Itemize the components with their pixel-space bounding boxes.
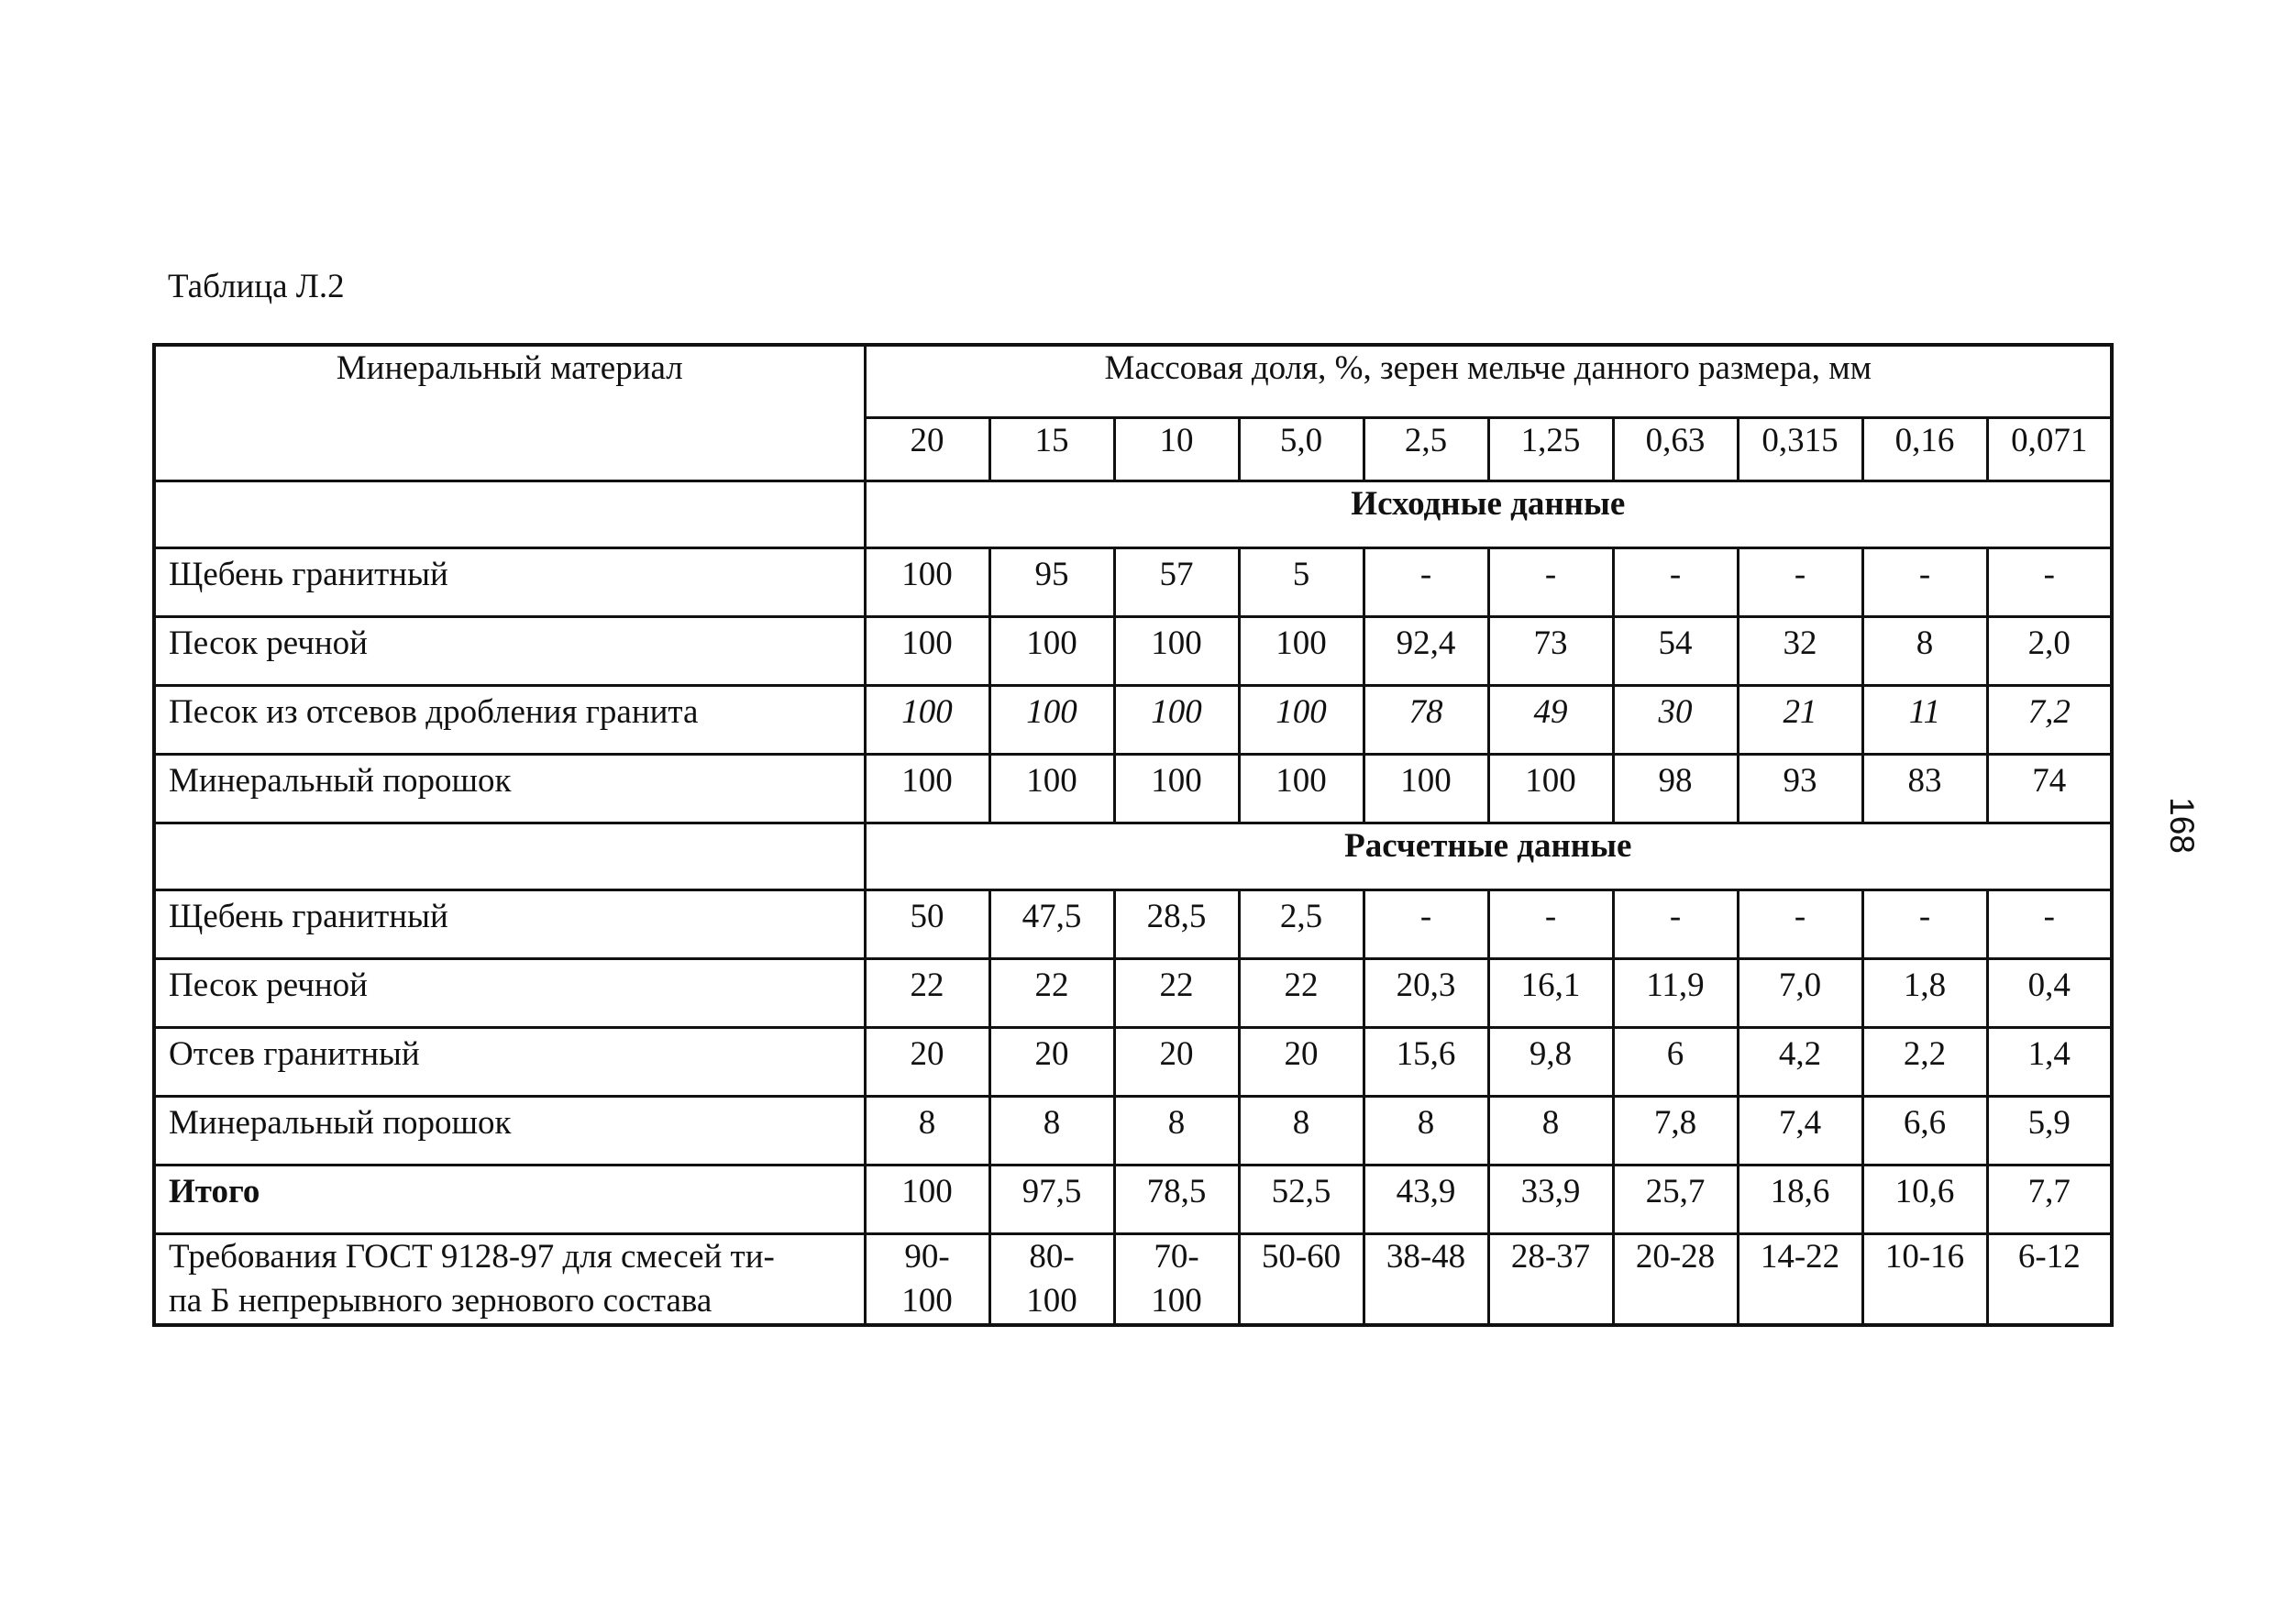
requirement-value-line: 14-22 <box>1760 1238 1840 1276</box>
requirement-cell <box>1987 1234 2112 1326</box>
table-row <box>154 1097 2112 1166</box>
section-title: Расчетные данные <box>865 823 2112 890</box>
table-cell: - <box>1488 890 1613 959</box>
table-cell: 97,5 <box>989 1166 1114 1234</box>
table-cell: - <box>1862 548 1987 617</box>
table-cell: - <box>1862 890 1987 959</box>
table-cell: 25,7 <box>1613 1166 1738 1234</box>
table-cell: 73 <box>1488 617 1613 686</box>
table-cell: 54 <box>1613 617 1738 686</box>
table-cell: 20 <box>865 1028 989 1097</box>
requirement-cell <box>1114 1234 1239 1326</box>
table-cell: 8 <box>865 1097 989 1166</box>
table-cell: 20 <box>1239 1028 1364 1097</box>
table-cell: 18,6 <box>1738 1166 1862 1234</box>
material-name: Щебень гранитный <box>154 890 865 959</box>
requirement-value-line: 70- <box>1154 1238 1199 1276</box>
table-caption: Таблица Л.2 <box>168 268 345 305</box>
table-cell: 100 <box>1364 755 1488 823</box>
requirement-cell <box>865 1234 989 1326</box>
table-cell: 43,9 <box>1364 1166 1488 1234</box>
table-cell: 9,8 <box>1488 1028 1613 1097</box>
material-name: Песок из отсевов дробления гранита <box>154 686 865 755</box>
requirement-cell <box>1364 1234 1488 1326</box>
table-cell: 1,4 <box>1987 1028 2112 1097</box>
table-cell: - <box>1987 548 2112 617</box>
table-cell: 5 <box>1239 548 1364 617</box>
table-cell: 100 <box>865 548 989 617</box>
table-cell: 74 <box>1987 755 2112 823</box>
table-cell: 95 <box>989 548 1114 617</box>
table-cell: 100 <box>1114 755 1239 823</box>
requirement-row <box>154 1234 2112 1326</box>
requirement-value-line: 100 <box>1151 1282 1202 1320</box>
size-header-cell: 0,16 <box>1862 418 1987 481</box>
material-name: Песок речной <box>154 617 865 686</box>
section-empty-cell <box>154 481 865 548</box>
table-cell: 22 <box>1239 959 1364 1028</box>
table-cell: - <box>1488 548 1613 617</box>
table-cell: 100 <box>989 755 1114 823</box>
table-cell: - <box>1738 548 1862 617</box>
material-name: Щебень гранитный <box>154 548 865 617</box>
table-cell: - <box>1364 890 1488 959</box>
table-cell: 57 <box>1114 548 1239 617</box>
table-cell: 100 <box>865 686 989 755</box>
table-cell: 47,5 <box>989 890 1114 959</box>
table-cell: 100 <box>1239 617 1364 686</box>
table-cell: 100 <box>865 755 989 823</box>
table-row <box>154 959 2112 1028</box>
table-cell: 7,0 <box>1738 959 1862 1028</box>
table-cell: 93 <box>1738 755 1862 823</box>
table-cell: 7,2 <box>1987 686 2112 755</box>
requirement-cell <box>989 1234 1114 1326</box>
table-cell: 16,1 <box>1488 959 1613 1028</box>
table-cell: 15,6 <box>1364 1028 1488 1097</box>
table-cell: 4,2 <box>1738 1028 1862 1097</box>
table-row <box>154 548 2112 617</box>
table-cell: 6,6 <box>1862 1097 1987 1166</box>
table-cell: 33,9 <box>1488 1166 1613 1234</box>
table-cell: 100 <box>865 617 989 686</box>
table-cell: 78,5 <box>1114 1166 1239 1234</box>
requirement-value-line: 20-28 <box>1635 1238 1716 1276</box>
size-header-cell: 20 <box>865 418 989 481</box>
table-row <box>154 1028 2112 1097</box>
table-cell: 7,4 <box>1738 1097 1862 1166</box>
table-cell: - <box>1613 890 1738 959</box>
table-cell: 0,4 <box>1987 959 2112 1028</box>
table-cell: 50 <box>865 890 989 959</box>
requirement-value-line: 28-37 <box>1510 1238 1591 1276</box>
material-name: Минеральный порошок <box>154 1097 865 1166</box>
table-cell: 22 <box>865 959 989 1028</box>
table-cell: 2,5 <box>1239 890 1364 959</box>
material-name: Песок речной <box>154 959 865 1028</box>
section-header-row <box>154 481 2112 548</box>
section-empty-cell <box>154 823 865 890</box>
requirement-label <box>154 1234 865 1326</box>
requirement-value-line: 80- <box>1029 1238 1075 1276</box>
table-cell: 22 <box>989 959 1114 1028</box>
table-cell: 49 <box>1488 686 1613 755</box>
table-cell: 100 <box>1239 686 1364 755</box>
size-header-cell: 0,315 <box>1738 418 1862 481</box>
grading-table <box>152 343 2114 1327</box>
table-cell: 98 <box>1613 755 1738 823</box>
table-cell: 100 <box>1239 755 1364 823</box>
table-row <box>154 617 2112 686</box>
table-cell: 22 <box>1114 959 1239 1028</box>
table-cell: 20,3 <box>1364 959 1488 1028</box>
table-cell: - <box>1364 548 1488 617</box>
table-cell: 2,2 <box>1862 1028 1987 1097</box>
page-number: 168 <box>2162 797 2201 854</box>
table-cell: - <box>1613 548 1738 617</box>
material-name: Отсев гранитный <box>154 1028 865 1097</box>
table-cell: 100 <box>1114 686 1239 755</box>
table-cell: 8 <box>1364 1097 1488 1166</box>
size-header-cell: 15 <box>989 418 1114 481</box>
table-cell: 21 <box>1738 686 1862 755</box>
requirement-value-line: 38-48 <box>1386 1238 1466 1276</box>
table-cell: 8 <box>1114 1097 1239 1166</box>
table-cell: 8 <box>1239 1097 1364 1166</box>
table-cell: 83 <box>1862 755 1987 823</box>
total-row <box>154 1166 2112 1234</box>
table-cell: - <box>1987 890 2112 959</box>
table-cell: 8 <box>989 1097 1114 1166</box>
table-cell: 100 <box>989 617 1114 686</box>
table-cell: 6 <box>1613 1028 1738 1097</box>
section-title: Исходные данные <box>865 481 2112 548</box>
table-cell: 20 <box>1114 1028 1239 1097</box>
table-cell: 7,8 <box>1613 1097 1738 1166</box>
section-header-row <box>154 823 2112 890</box>
requirement-cell <box>1488 1234 1613 1326</box>
table-row <box>154 755 2112 823</box>
size-header-cell: 1,25 <box>1488 418 1613 481</box>
table-cell: 28,5 <box>1114 890 1239 959</box>
table-cell: 100 <box>1488 755 1613 823</box>
table-cell: 78 <box>1364 686 1488 755</box>
size-header-cell: 0,63 <box>1613 418 1738 481</box>
table-cell: 20 <box>989 1028 1114 1097</box>
fraction-column-header: Массовая доля, %, зерен мельче данного размера, мм <box>865 345 2112 418</box>
table-cell: 2,0 <box>1987 617 2112 686</box>
table-cell: 100 <box>989 686 1114 755</box>
table-cell: 7,7 <box>1987 1166 2112 1234</box>
table-cell: 32 <box>1738 617 1862 686</box>
table-cell: 100 <box>865 1166 989 1234</box>
material-name: Минеральный порошок <box>154 755 865 823</box>
table-row <box>154 890 2112 959</box>
size-header-cell: 2,5 <box>1364 418 1488 481</box>
table-cell: 30 <box>1613 686 1738 755</box>
size-header-cell: 10 <box>1114 418 1239 481</box>
requirement-value-line: 6-12 <box>2017 1238 2081 1276</box>
requirement-cell <box>1862 1234 1987 1326</box>
table-cell: 1,8 <box>1862 959 1987 1028</box>
requirement-value-line: 90- <box>904 1238 950 1276</box>
requirement-label-line: Требования ГОСТ 9128-97 для смесей ти- <box>169 1238 775 1276</box>
requirement-cell <box>1239 1234 1364 1326</box>
requirement-value-line: 100 <box>1026 1282 1077 1320</box>
table-cell: 8 <box>1488 1097 1613 1166</box>
material-column-header: Минеральный материал <box>154 345 865 481</box>
table-cell: 92,4 <box>1364 617 1488 686</box>
table-cell: 10,6 <box>1862 1166 1987 1234</box>
table-cell: 11 <box>1862 686 1987 755</box>
requirement-value-line: 100 <box>901 1282 953 1320</box>
table-cell: 52,5 <box>1239 1166 1364 1234</box>
requirement-value-line: 10-16 <box>1884 1238 1965 1276</box>
requirement-label-line: па Б непрерывного зернового состава <box>169 1282 712 1320</box>
table-cell: - <box>1738 890 1862 959</box>
table-cell: 11,9 <box>1613 959 1738 1028</box>
table-cell: 8 <box>1862 617 1987 686</box>
requirement-cell <box>1738 1234 1862 1326</box>
total-label: Итого <box>154 1166 865 1234</box>
size-header-cell: 0,071 <box>1987 418 2112 481</box>
table-cell: 5,9 <box>1987 1097 2112 1166</box>
requirement-cell <box>1613 1234 1738 1326</box>
requirement-value-line: 50-60 <box>1261 1238 1342 1276</box>
table-cell: 100 <box>1114 617 1239 686</box>
size-header-cell: 5,0 <box>1239 418 1364 481</box>
table-row <box>154 686 2112 755</box>
